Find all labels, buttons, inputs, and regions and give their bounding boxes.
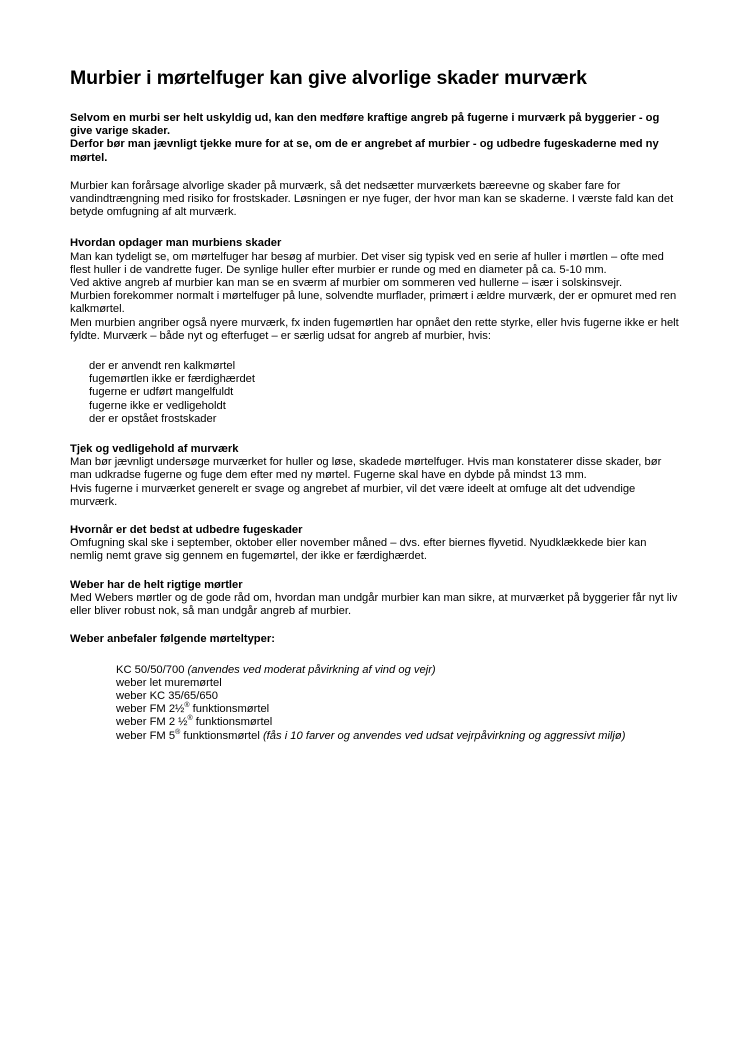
section-detection xyxy=(70,237,682,426)
risk-list xyxy=(89,360,682,426)
mortar-item xyxy=(116,677,656,690)
section-paragraph: Med Webers mørtler og de gode råd om, hvordan man undgår murbier kan man sikre, at murværket på byggerier får nyt liv eller bliver robust nok, så man undgår angreb af murbier. xyxy=(70,591,678,618)
mortar-note: (anvendes ved moderat påvirkning af vind og vejr) xyxy=(187,663,436,676)
mortar-note: (fås i 10 farver og anvendes ved udsat vejrpåvirkning og aggressivt miljø) xyxy=(262,729,626,742)
lead-block xyxy=(70,112,682,165)
registered-mark: ® xyxy=(187,715,193,723)
section-maintenance xyxy=(70,443,682,509)
section-paragraph: Murbien forekommer normalt i mørtelfuger på lune, solvendte murflader, primært i ældre murværk, der er opmuret med ren kalkmørtel. xyxy=(70,290,677,316)
section-paragraph: Man kan tydeligt se, om mørtelfuger har besøg af murbier. Det viser sig typisk ved en serie af huller i mørtlen – ofte med flest huller i de vandrette fuger. De synlige huller efter murbier er runde og med en diameter på ca. 5-10 mm. xyxy=(70,250,664,276)
mortar-name: weber let muremørtel xyxy=(116,676,222,689)
mortar-suffix: funktionsmørtel xyxy=(189,703,270,716)
registered-mark: ® xyxy=(184,702,190,710)
mortar-list xyxy=(116,664,656,743)
lead-paragraph: Derfor bør man jævnligt tjekke mure for at se, om de er angrebet af murbier - og udbedre fugeskaderne med ny mørtel. xyxy=(70,138,659,164)
list-item: der er opstået frostskader xyxy=(89,412,217,425)
recommend-heading: Weber anbefaler følgende mørteltyper: xyxy=(70,633,275,646)
registered-mark: ® xyxy=(175,728,181,736)
document-page xyxy=(70,66,682,743)
document-title: Murbier i mørtelfuger kan give alvorlige skader murværk xyxy=(70,67,587,89)
section-heading: Weber har de helt rigtige mørtler xyxy=(70,578,243,591)
section-heading: Hvordan opdager man murbiens skader xyxy=(70,237,282,250)
list-item: fugerne er udført mangelfuldt xyxy=(89,386,234,399)
section-paragraph: Omfugning skal ske i september, oktober eller november måned – dvs. efter biernes flyvetid. Nyudklækkede bier kan nemlig nemt grave sig gennem en fugemørtel, der ikke er færdighærdet. xyxy=(70,537,647,563)
section-heading: Hvornår er det bedst at udbedre fugeskader xyxy=(70,524,303,537)
list-item: fugemørtlen ikke er færdighærdet xyxy=(89,373,256,386)
section-timing xyxy=(70,524,682,564)
list-item: der er anvendt ren kalkmørtel xyxy=(89,360,236,373)
mortar-item xyxy=(116,690,656,703)
list-item: fugerne ikke er vedligeholdt xyxy=(89,399,226,412)
mortar-name: weber FM 5 xyxy=(116,729,176,742)
mortar-item xyxy=(116,730,656,743)
mortar-name: weber FM 2½ xyxy=(116,703,185,716)
section-weber xyxy=(70,579,682,619)
section-paragraph: Hvis fugerne i murværket generelt er svage og angrebet af murbier, vil det være ideelt at omfuge alt det udvendige murværk. xyxy=(70,482,636,508)
section-heading: Tjek og vedligehold af murværk xyxy=(70,443,239,456)
mortar-suffix: funktionsmørtel xyxy=(192,716,273,729)
mortar-name: KC 50/50/700 xyxy=(116,663,185,676)
section-paragraph: Man bør jævnligt undersøge murværket for huller og løse, skadede mørtelfuger. Hvis man konstaterer disse skader, bør man udkradse fugerne og fuge dem efter med ny mørtel. Fugerne skal have en dybde på mindst 13 mm. xyxy=(70,456,662,482)
lead-paragraph: Selvom en murbi ser helt uskyldig ud, kan den medføre kraftige angreb på fugerne i murværk på byggerier - og give varige skader. xyxy=(70,112,660,138)
intro-paragraph: Murbier kan forårsage alvorlige skader på murværk, så det nedsætter murværkets bæreevne og skaber fare for vandindtrængning med risiko for frostskader. Løsningen er nye fuger, der hvor man kan se skaderne. I værste fald kan det betyde omfugning af alt murværk. xyxy=(70,179,674,219)
mortar-item xyxy=(116,703,656,716)
mortar-name: weber KC 35/65/650 xyxy=(116,689,218,702)
section-recommendations xyxy=(70,633,682,742)
mortar-item xyxy=(116,664,656,677)
section-paragraph: Ved aktive angreb af murbier kan man se en sværm af murbier om sommeren ved hullerne – især i solskinsvejr. xyxy=(70,277,623,290)
mortar-suffix: funktionsmørtel xyxy=(180,729,260,742)
mortar-item xyxy=(116,716,656,729)
mortar-name: weber FM 2 ½ xyxy=(116,716,188,729)
section-paragraph: Men murbien angriber også nyere murværk, fx inden fugemørtlen har opnået den rette styrke, eller hvis fugerne ikke er helt fyldte. Murværk – både nyt og efterfuget – er særlig udsat for angreb af murbier, hvis: xyxy=(70,316,679,342)
